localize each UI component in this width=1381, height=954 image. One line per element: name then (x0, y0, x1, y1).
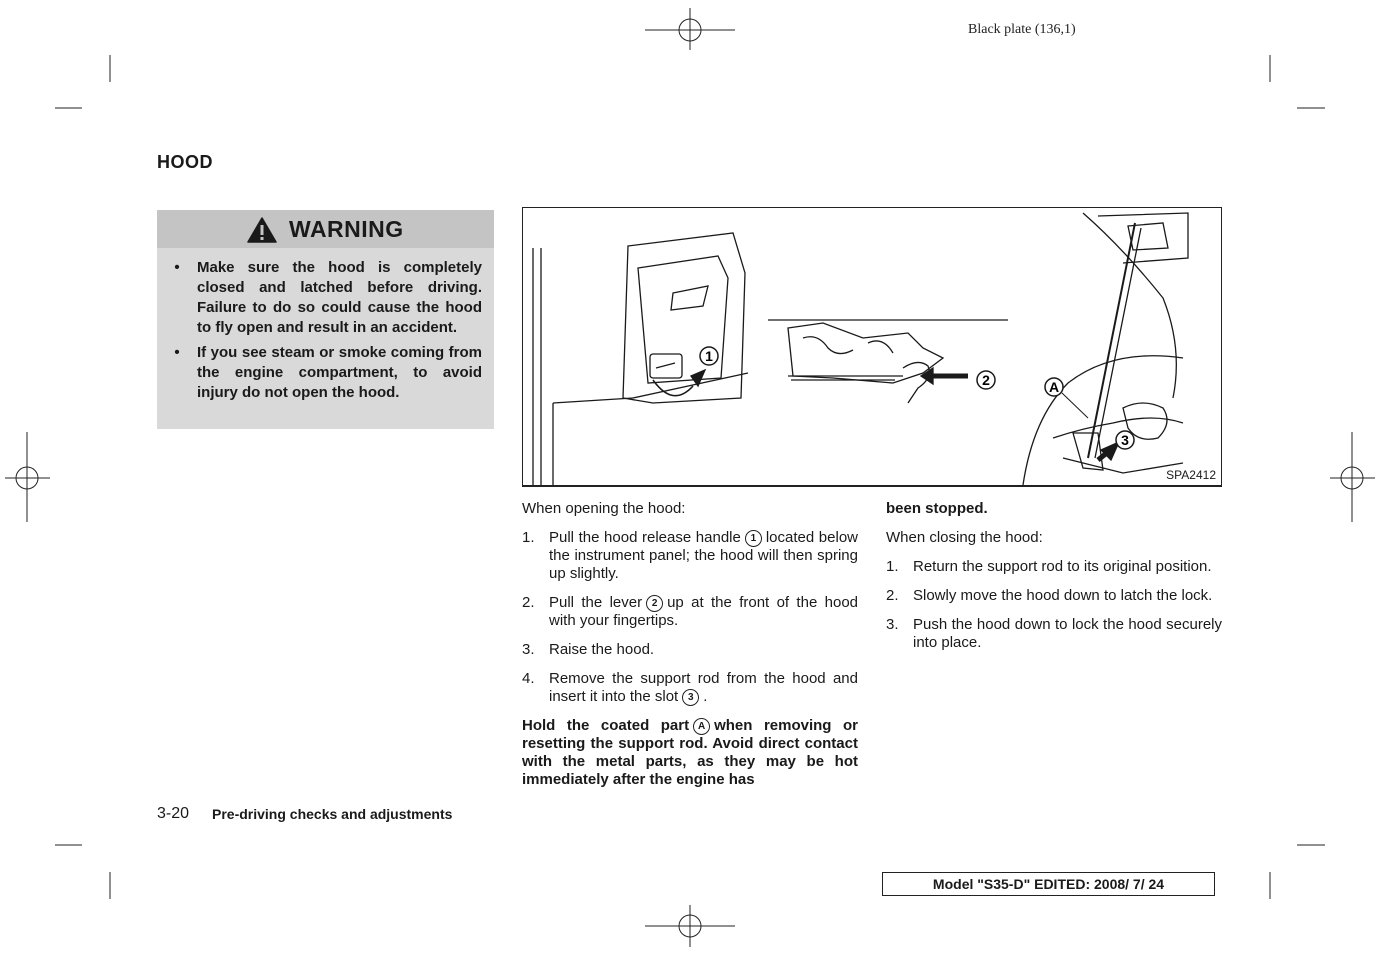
opening-intro: When opening the hood: (522, 500, 686, 517)
callout-ref: A (693, 718, 710, 735)
page-number: 3-20 (157, 805, 190, 822)
bullet: • (174, 344, 180, 361)
callout-3 (1116, 431, 1134, 449)
closing-intro: When closing the hood: (886, 529, 1043, 546)
model-info-box: Model "S35-D" EDITED: 2008/ 7/ 24 (882, 872, 1215, 896)
hood-illustration (522, 207, 1222, 487)
closing-step: 1. Return the support rod to its original position. (886, 558, 1212, 575)
section-title: HOOD (157, 152, 213, 172)
bullet: • (174, 259, 180, 276)
opening-step: 2. Pull the lever 2 up at the front of the hood with your fingertips. (522, 594, 859, 629)
figure-code: SPA2412 (1166, 468, 1216, 482)
plate-label: Black plate (136,1) (968, 22, 1076, 37)
warning-box (157, 210, 494, 429)
warning-header (157, 210, 494, 248)
svg-text:1: 1 (705, 348, 713, 364)
closing-column (886, 500, 1222, 663)
callout-ref: 3 (682, 689, 699, 706)
closing-step: 2. Slowly move the hood down to latch the lock. (886, 587, 1213, 604)
closing-step: 3. Push the hood down to lock the hood securely into place. (886, 616, 1222, 651)
footer-section-name: Pre-driving checks and adjustments (212, 806, 453, 822)
svg-text:A: A (1048, 379, 1060, 395)
warning-item: • If you see steam or smoke coming from the engine compartment, to avoid injury do not open the hood. (169, 343, 482, 403)
warning-list (169, 258, 482, 408)
warning-triangle-icon (247, 217, 277, 243)
callout-1 (700, 347, 718, 365)
caution-text: Hold the coated part A when removing or resetting the support rod. Avoid direct contact with the metal parts, as they may be hot immediately after the engine has (522, 717, 858, 788)
callout-ref: 1 (745, 530, 762, 547)
caution-continued: been stopped. (886, 500, 988, 517)
svg-text:2: 2 (982, 372, 990, 388)
svg-text:3: 3 (1121, 432, 1129, 448)
warning-item: • Make sure the hood is completely closed and latched before driving. Failure to do so could cause the hood to fly open and result in an accident. (169, 258, 482, 338)
callout-2 (977, 371, 995, 389)
hood-diagram (523, 208, 1221, 485)
callout-ref: 2 (646, 595, 663, 612)
opening-step: 3. Raise the hood. (522, 641, 655, 658)
opening-step: 1. Pull the hood release handle 1 located below the instrument panel; the hood will then spring up slightly. (522, 529, 858, 582)
opening-column (522, 500, 858, 800)
opening-step: 4. Remove the support rod from the hood and insert it into the slot 3 . (522, 670, 858, 705)
warning-title: WARNING (289, 216, 404, 242)
